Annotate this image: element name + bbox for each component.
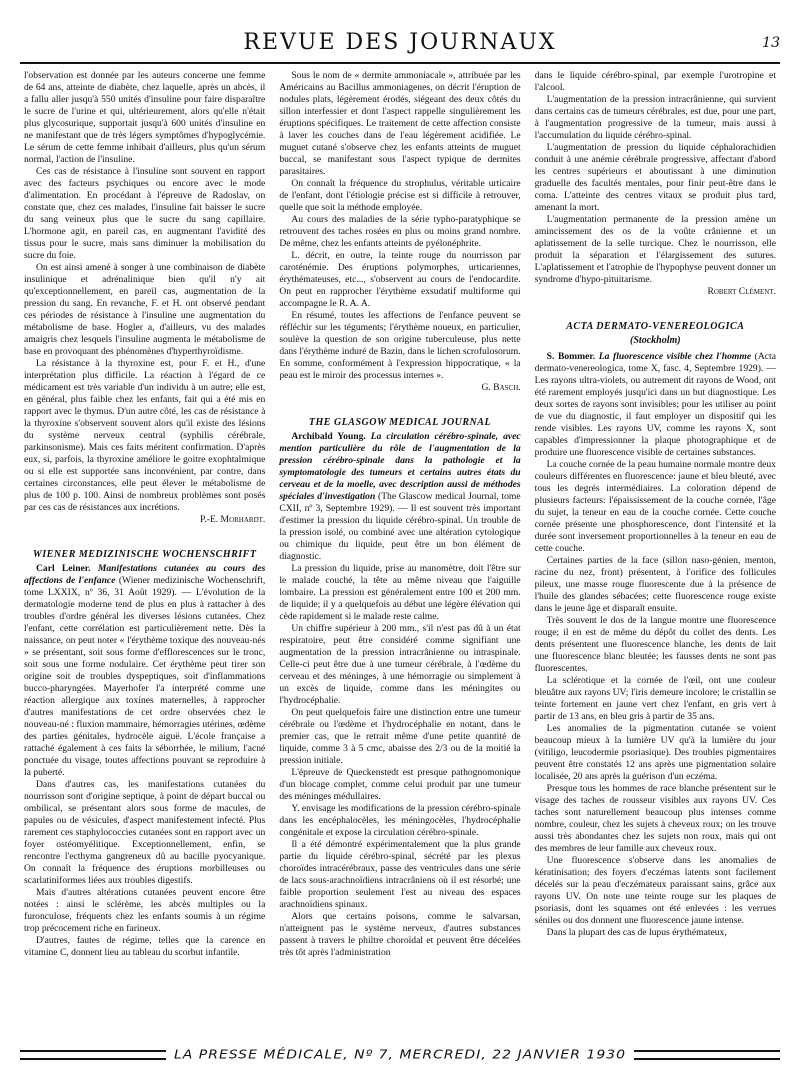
- paragraph: Les anomalies de la pigmentation cutanée se voient beaucoup mieux à la lumière UV qu'à la lumière du jour (vitiligo, leucodermie psoriasique). Des troubles pigmentaires peuvent être constatés 12 ans après une pigmentation solaire localisée, 20 ans après la guérison d'un eczéma.: [534, 723, 776, 782]
- paragraph: Au cours des maladies de la série typho-paratyphique se retrouvent des taches rosées en plus ou moins grand nombre. De même, chez les enfants atteints de pyélonéphrite.: [279, 214, 521, 249]
- paragraph: L'augmentation permanente de la pression amène un amincissement des os de la voûte crânienne et un aplatissement de la selle turcique. Chez le nourrisson, elle produit la séparation et l'élargissement des sutures. L'aplatissement et l'atrophie de l'hypophyse peuvent donner un syndrome d'hypo-pituitarisme.: [534, 214, 776, 285]
- paragraph: Il a été démontré expérimentalement que la plus grande partie du liquide cérébro-spinal, sécrété par les plexus choroïdes intracérébraux, passe des ventricules dans une série de lacs sous-arachnoïdiens intracrâniens où il est résorbé; une faible proportion seulement l'est au niveau des espaces arachnoïdiens spinaux.: [279, 839, 521, 910]
- paragraph: L. décrit, en outre, la teinte rouge du nourrisson par caroténémie. Des éruptions polymorphes, urticariennes, érythémateuses, etc..., s'observent au cours de l'endocardite. On peut en rapprocher l'érythème exsudatif multiforme qui accompagne le R. A. A.: [279, 250, 521, 309]
- paragraph: On est ainsi amené à songer à une combinaison de diabète insulinique et adrénalinique bien qu'il n'y ait qu'exceptionnellement, en pareil cas, augmentation de la pression du sang. En revanche, F. et H. ont observé pendant ces périodes de résistance à l'insuline une augmentation du métabolisme de base. Hogler a, d'ailleurs, vu des malades amaigris chez lesquels l'insuline augmenta le métabolisme de base en provoquant des phénomènes d'hyperthyroïdisme.: [24, 262, 266, 357]
- footer-rule-right: [634, 1050, 780, 1060]
- article-abstract: [279, 431, 520, 563]
- paragraph: On peut quelquefois faire une distinction entre une tumeur cérébrale ou l'œdème et l'hydrocéphalie en notant, dans le premier cas, que le retrait même d'une petite quantité de liquide, comme 3 à 5 cmc, abaisse des 2/3 ou de la moitié la pression initiale.: [279, 707, 521, 766]
- paragraph: Certaines parties de la face (sillon naso-génien, menton, racine du nez, front) présentent, à l'orifice des follicules pileux, une masse rouge fluorescente due à la présence de l'huile des glandes sébacées; cette fluorescence rouge existe dans le jeune âge et disparaît ensuite.: [534, 555, 776, 614]
- article-body: (Acta dermato-venereologica, tome X, fasc. 4, Septembre 1929). — Les rayons ultra-violets, ou autrement dit rayons de Wood, ont été rarement employés jusqu'ici dans un but diagnostique. Les deux sortes de rayons sont invisibles; pour les utiliser au point de vue du diagnostic, il faut employer un dispositif qui les rende visibles. Les rayons UV, comme les rayons X, sont capables d'impressionner la plaque photographique et de produire une fluorescence visible de certaines substances.: [534, 351, 776, 458]
- paragraph: La couche cornée de la peau humaine normale montre deux couleurs différentes en fluorescence: jaune et bleu bleuté, avec tous les degrés intermédiaires. La coloration dépend de plusieurs facteurs: l'épaississement de la couche cornée, l'âge du sujet, la teneur en eau de la couche cornée. Cette couche cornée présente une phosphorescence, dont l'intensité et la durée sont inversement proportionnelles à la teneur en eau de cette couche.: [534, 459, 776, 554]
- article-title: La fluorescence visible chez l'homme: [598, 351, 752, 362]
- page-footer: [20, 1044, 780, 1066]
- paragraph: Très souvent le dos de la langue montre une fluorescence rouge; il en est de même du dépôt du collet des dents. Les dents présentent une fluorescence blanche, les dents de lait une fluorescence blanc bleutée; les fausses dents ne sont pas fluorescentes.: [534, 615, 776, 674]
- page-header: [0, 0, 800, 64]
- page-number: 13: [762, 35, 780, 51]
- paragraph: Sous le nom de « dermite ammoniacale », attribuée par les Américains au Bacillus ammoniagenes, on décrit l'éruption de nodules plats, légèrement érodés, siégeant des deux côtés du sillon interfessier et dont l'aspect rappelle singulièrement les éruptions spécifiques. Le traitement de cette affection consiste à laver les couches dans de l'eau légèrement acidifiée. Le muguet cutané s'observe chez les enfants atteints de muguet buccal, se manifestant sous l'aspect typique de dermites parasitaires.: [279, 70, 521, 177]
- article-author: S. Bommer.: [546, 351, 596, 362]
- paragraph: La sclérotique et la cornée de l'œil, ont une couleur bleuâtre aux rayons UV; l'iris demeure incolore; le cristallin se teinte fortement en jaune vert chez l'enfant, en gris vert à partir de 13 ans, en bleu gris à partir de 35 ans.: [534, 675, 776, 722]
- paragraph: Dans la plupart des cas de lupus érythémateux,: [546, 927, 727, 938]
- paragraph: D'autres, fautes de régime, telles que la carence en vitamine C, donnent lieu au tableau du scorbut infantile.: [24, 935, 266, 958]
- paragraph: L'augmentation de la pression intracrânienne, qui survient dans certains cas de tumeurs cérébrales, est due, pour une part, à l'augmentation progressive de la tumeur, mais aussi à l'accumulation du liquide cérébro-spinal.: [534, 94, 776, 141]
- author-signature: P.-E. Morhardt.: [200, 514, 266, 525]
- author-signature: Robert Clément.: [707, 286, 776, 297]
- header-rule: [20, 62, 780, 64]
- journal-heading: THE GLASGOW MEDICAL JOURNAL: [308, 417, 492, 428]
- paragraph: l'observation est donnée par les auteurs concerne une femme de 64 ans, atteinte de diabète, chez laquelle, après un abcès, il a fallu aller jusqu'à 550 unités d'insuline pour faire disparaître le sucre de l'urine et qui, ultérieurement, alors qu'elle n'était plus glycosurique, supportait jusqu'à 600 unités d'insuline en ne manifestant que de très légers symptômes d'hypoglycémie. Le sérum de cette femme inhibait d'ailleurs, plus qu'un sérum normal, l'action de l'insuline.: [24, 70, 266, 165]
- article-abstract: [535, 351, 776, 459]
- paragraph: Dans d'autres cas, les manifestations cutanées du nourrisson sont d'origine septique, à point de départ buccal ou ombilical, se présentant alors sous forme de macules, de papules ou de vésicules, d'aspect manifestement infecté. Plus rarement ces staphylococcies cutanées sont en rapport avec un foyer ostéomyélitique. Exceptionnellement, enfin, se rencontre l'ecthyma gangreneux dû au bacille pyocyanique. On connaît la fréquence des éruptions morbilleuses ou scarlatiniformes liées aux troubles digestifs.: [24, 779, 266, 886]
- paragraph: La résistance à la thyroxine est, pour F. et H., d'une interprétation plus difficile. La réaction à l'égard de ce médicament est très variable d'un individu à un autre; elle est, en général, plus faible chez les enfants, fait qui a été mis en rapport avec le thymus. D'un autre côté, les cas de résistance à la thyroxine s'observent souvent alors qu'il existe des lésions du système nerveux central (syphilis cérébrale, parkinsonisme). Mais ces faits méritent confirmation. D'après eux, si, parfois, la thyroxine améliore le goitre exophtalmique ou si elle est supportée sans inconvénient, par contre, dans certaines circonstances, elle peut élever le métabolisme de plus de 100 p. 100. Ainsi de nombreux problèmes sont posés par ces cas de résistances aux incrétions.: [24, 358, 266, 513]
- paragraph: Une fluorescence s'observe dans les anomalies de kératinisation; des foyers d'eczémas latents sont facilement décelés sur la peau d'eczémateux paraissant sains, grâce aux rayons UV. On note une teinte rouge sur les plaques de psoriasis, dont les squames ont été enlevées : les verrues séniles ou dos donnent une fluorescence jaune intense.: [534, 855, 776, 926]
- paragraph: La pression du liquide, prise au manomètre, doit l'être sur le malade couché, la tête au même niveau que l'aiguille lombaire. La pression est généralement entre 100 et 200 mm. de liquide; il y a quelquefois au début une légère élévation qui cède rapidement si le malade reste calme.: [279, 563, 521, 622]
- journal-city: (Stockholm): [630, 335, 681, 346]
- article-author: Carl Leiner.: [36, 563, 91, 574]
- paragraph: En résumé, toutes les affections de l'enfance peuvent se réfléchir sur les téguments; l'érythème noueux, en particulier, soulève la question de son origine tuberculeuse, plus nette dans l'érythème induré de Bazin, dans le lichen scrofulosorum. En somme, conformément à l'expression hippocratique, « la peau est le miroir des processus internes ».: [279, 310, 521, 381]
- article-title: Manifestations cutanées au cours des affections de l'enfance: [24, 563, 266, 586]
- paragraph: L'augmentation de pression du liquide céphalorachidien conduit à une anémie cérébrale progressive, affectant d'abord les centres supérieurs et aboutissant à une diminution graduelle des facultés mentales, pour finir peut-être dans le coma. L'atteinte des centres vitaux se produit plus tard, amenant la mort.: [534, 142, 776, 213]
- page-title: REVUE DES JOURNAUX: [243, 30, 557, 55]
- author-signature: G. Basch.: [481, 382, 521, 393]
- column-1: [24, 70, 265, 1030]
- paragraph: Presque tous les hommes de race blanche présentent sur le visage des taches de rousseur visibles aux rayons UV. Ces taches sont naturellement beaucoup plus intenses comme nombre, couleur, chez les sujets à cheveux roux; on les trouve aussi très abondantes chez les sujets non roux, mais qui ont des membres de leur famille aux cheveux roux.: [534, 783, 776, 854]
- journal-heading: ACTA DERMATO-VENEREOLOGICA: [566, 321, 745, 332]
- column-2: [279, 70, 520, 1030]
- columns: [24, 70, 776, 1030]
- journal-heading: WIENER MEDIZINISCHE WOCHENSCHRIFT: [32, 549, 257, 560]
- paragraph: Ces cas de résistance à l'insuline sont souvent en rapport avec des facteurs psychiques ou encore avec le mode d'alimentation. En procédant à l'épreuve de Radoslav, on constate que, chez ces malades, l'insuline fait baisser le sucre du sang veineux plus que le sucre du sang capillaire. L'hormone agit, en pareil cas, en augmentant l'avidité des tissus pour le sucre, mais sans diminuer la mobilisation du sucre du foie.: [24, 166, 266, 261]
- paragraph: Un chiffre supérieur à 200 mm., s'il n'est pas dû à un état respiratoire, peut être considéré comme signifiant une augmentation de la pression intracrânienne ou intraspinale. Celle-ci peut être due à une tumeur cérébrale, à l'œdème du cerveau et des méninges, à une hémorragie ou simplement à un excès de liquide, comme dans les méningites ou l'hydrocéphalie.: [279, 623, 521, 706]
- paragraph: Mais d'autres altérations cutanées peuvent encore être notées : ainsi le sclérème, les abcès multiples ou la furonculose, fréquents chez les enfants soumis à un régime trop précocement riche en farineux.: [24, 887, 266, 934]
- paragraph: Alors que certains poisons, comme le salvarsan, n'atteignent pas le système nerveux, d'autres substances passent à travers le philtre choroïdal et peuvent être décelées très tôt après l'administration: [279, 911, 521, 958]
- article-author: Archibald Young.: [291, 431, 366, 442]
- paragraph: On connaît la fréquence du strophulus, véritable urticaire de l'enfant, dont l'étiologie précise est si difficile à retrouver, quelle que soit la méthode employée.: [279, 178, 521, 213]
- footer-text: LA PRESSE MÉDICALE, Nº 7, MERCREDI, 22 JANVIER 1930: [173, 1047, 627, 1063]
- article-body: (Wiener medizinische Wochenschrift, tome LXXIX, nº 36, 31 Août 1929). — L'évolution de la dermatologie moderne tend de plus en plus à rattacher à des troubles d'ordre général les diverses lésions cutanées. Chez l'enfant, cette corrélation est particulièrement nette. Dès la naissance, on peut noter « l'érythème toxique des nouveau-nés » se présentant, soit sous forme d'efflorescences sur le tronc, soit sous une forme nodulaire. Cet érythème peut tirer son origine soit de troubles dyspeptiques, soit d'inflammations bucco-pharyngées. Mayerhofer l'a interprété comme une réaction allergique aux toxines maternelles, à rapprocher d'autres manifestations de cet ordre observées chez le nouveau-né : fluxion mammaire, hémorragies utérines, œdème des parties génitales, hydrocèle aiguë. L'école française a rattaché également à ces faits la séborrhée, le milium, l'acné ponctuée du visage, toutes affections pouvant se reproduire à la puberté.: [24, 575, 266, 778]
- column-3: [535, 70, 776, 1030]
- article-abstract: [24, 563, 265, 779]
- paragraph: Y. envisage les modifications de la pression cérébro-spinale dans les encéphalocèles, les méningocèles, l'hydrocéphalie congénitale et expose la circulation cérébro-spinale.: [279, 803, 521, 838]
- article-title: La circulation cérébro-spinale, avec mention particulière du rôle de l'augmentation de la pression cérébro-spinale dans la pathologie et la symptomatologie des tumeurs et certains autres états du cerveau et de la moelle, avec description aussi de méthodes spéciales d'investigation: [279, 431, 521, 502]
- paragraph: L'épreuve de Queckenstedt est presque pathognomonique d'un blocage complet, comme celui produit par une tumeur des méninges médullaires.: [279, 767, 521, 802]
- article-body: (The Glascow medical Journal, tome CXII, nº 3, Septembre 1929). — Il est souvent très important d'estimer la pression du liquide cérébro-spinal. Un trouble de la pression isolé, ou combiné avec une altération cytologique ou chimique du liquide, peut être un bon élément de diagnostic.: [279, 491, 521, 562]
- paragraph: dans le liquide cérébro-spinal, par exemple l'urotropine et l'alcool.: [534, 70, 776, 93]
- footer-rule-left: [20, 1050, 166, 1060]
